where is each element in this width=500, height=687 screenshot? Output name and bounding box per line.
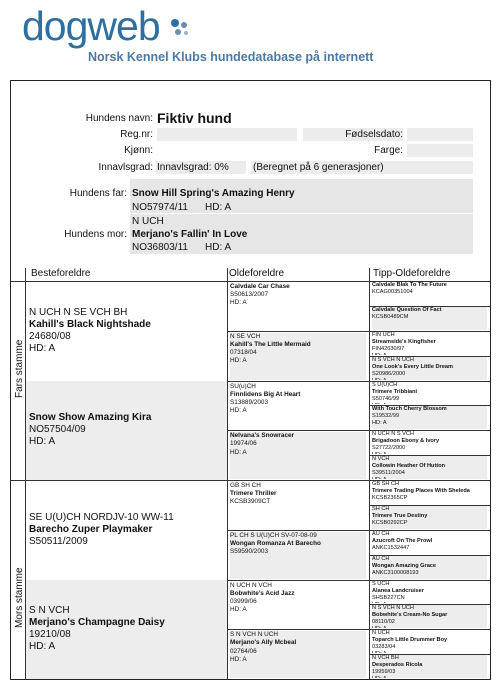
great-grandparent-cell [372, 581, 487, 604]
ancestor-title: N SE VCH [230, 332, 261, 340]
ancestor-hd [372, 378, 487, 380]
grid-line [369, 268, 370, 679]
inbreeding-label: Innavlsgrad: [98, 162, 153, 173]
ancestor-hd: HD: A [230, 448, 247, 456]
ancestor-name[interactable]: Azucroft On The Prowl [372, 537, 433, 544]
parent-cell [29, 480, 223, 580]
ancestor-hd [372, 403, 487, 405]
regnr-label: Reg.nr: [120, 129, 153, 140]
grandparent-cell [230, 283, 366, 330]
ancestor-hd: HD: A [29, 436, 56, 448]
ancestor-hd [372, 602, 487, 604]
mors-stamme-label: Mors stamme [14, 567, 25, 628]
logo-dots-icon [170, 18, 192, 40]
ancestor-name[interactable]: Snow Show Amazing Kira [29, 412, 152, 424]
ancestor-name[interactable]: Merjano's Champagne Daisy [29, 617, 165, 629]
inbreeding-note: (Beregnet på 6 generasjoner) [253, 162, 384, 173]
ancestor-name[interactable]: Trimere True Destiny [372, 512, 428, 519]
great-grandparent-cell [372, 382, 487, 405]
ancestor-name[interactable]: Kahill's The Little Mermaid [230, 340, 311, 348]
parent-cell [26, 580, 227, 680]
color-label: Farge: [374, 145, 403, 156]
logo-wordmark [22, 4, 160, 48]
father-reg: NO57974/11 [132, 202, 188, 213]
ancestor-title: PL CH S U(U)CH SV-07-08-09 [230, 531, 317, 539]
ancestor-name[interactable]: Toparch Little Drummer Boy [372, 637, 448, 644]
ancestor-reg: 19210/08 [29, 629, 71, 641]
ancestor-reg: 03999/06 [230, 597, 257, 605]
color-value-field [407, 144, 473, 157]
ancestor-name[interactable]: Collowin Heather Of Hutton [372, 463, 446, 470]
name-label: Hundens navn: [85, 113, 153, 124]
parent-cell [29, 281, 223, 381]
grandparent-cell [230, 333, 366, 380]
ancestor-title: AU CH [372, 555, 390, 562]
ancestor-name[interactable]: One Look's Every Little Dream [372, 363, 453, 370]
ancestor-name[interactable]: Trimere Thriller [230, 490, 277, 498]
ancestor-hd [372, 676, 487, 678]
ancestor-reg: KCSB0292CP [372, 519, 408, 526]
ancestor-reg: S50746/99 [372, 395, 400, 402]
ancestor-reg: S59590/2003 [230, 548, 269, 556]
ancestor-name[interactable]: Kahill's Black Nightshade [29, 318, 151, 330]
ancestor-name[interactable]: Calvdale Car Chase [230, 283, 290, 290]
ancestor-title: SE U(U)CH NORDJV-10 WW-11 [29, 511, 174, 523]
col-header-grandparents: Oldeforeldre [229, 268, 285, 279]
ancestor-title: AU CH [372, 530, 390, 537]
great-grandparent-cell [372, 282, 487, 305]
birthdate-value-field [407, 128, 473, 141]
ancestor-title: GB SH CH [230, 482, 261, 489]
ancestor-name[interactable]: Trimere Trading Places With Sheleda [372, 488, 470, 494]
great-grandparent-cell [372, 357, 487, 380]
ancestor-reg: 02764/06 [230, 647, 257, 655]
ancestor-hd: HD: A [230, 357, 247, 365]
great-grandparent-cell [372, 332, 487, 355]
ancestor-reg: 24680/08 [29, 330, 71, 342]
ancestor-name[interactable]: With Touch Cherry Blossom [372, 406, 447, 413]
ancestor-hd [372, 452, 487, 454]
grandparent-cell [230, 482, 366, 529]
dogweb-logo[interactable] [22, 4, 492, 66]
ancestor-name[interactable]: Calvdale Question Of Fact [372, 306, 442, 313]
regnr-value-field [157, 128, 297, 141]
ancestor-title: N UCH [372, 630, 390, 637]
mother-title: N UCH [132, 216, 164, 227]
pedigree-frame [10, 80, 491, 680]
ancestor-name[interactable]: Bobwhite's Acid Jazz [230, 589, 295, 597]
logo-subtitle: Norsk Kennel Klubs hundedatabase på internett [88, 50, 374, 64]
ancestor-reg: 19974/06 [230, 440, 257, 448]
father-hd: HD: A [205, 202, 232, 213]
great-grandparent-cell [372, 655, 487, 678]
ancestor-name[interactable]: Nelvana's Snowracer [230, 432, 295, 440]
ancestor-title: SU(u)CH [230, 382, 256, 390]
ancestor-hd: HD: A [29, 342, 56, 354]
great-grandparent-cell [372, 431, 487, 454]
ancestor-title: N S VCH N UCH [372, 605, 414, 612]
ancestor-hd [372, 353, 487, 355]
ancestor-name[interactable]: Brigadoon Ebony & Ivory [372, 438, 440, 445]
great-grandparent-cell [372, 456, 487, 479]
ancestor-reg: NO57504/09 [29, 424, 86, 436]
mother-label: Hundens mor: [64, 229, 127, 240]
ancestor-reg: 07318/04 [230, 349, 257, 357]
ancestor-reg: S50511/2009 [29, 535, 88, 547]
ancestor-reg: KCSB3909CT [230, 498, 271, 506]
ancestor-hd [372, 626, 487, 628]
ancestor-name[interactable]: Wongan Amazing Grace [372, 562, 437, 569]
ancestor-title: S N VCH [29, 605, 70, 617]
father-name[interactable]: Snow Hill Spring's Amazing Henry [132, 188, 295, 199]
ancestor-reg: KCSB0489CM [372, 313, 409, 320]
ancestor-name[interactable]: Alanea Landcruiser [372, 587, 424, 594]
logo-text: dogweb [22, 3, 160, 49]
fars-stamme-label: Fars stamme [14, 339, 25, 398]
ancestor-name[interactable]: Barecho Zuper Playmaker [29, 523, 153, 535]
ancestor-hd: HD: A [230, 655, 247, 663]
great-grandparent-cell [372, 531, 487, 554]
mother-reg: NO36803/11 [132, 242, 188, 253]
ancestor-title: N UCH N SE VCH BH [29, 306, 128, 318]
ancestor-reg: S13889/2003 [230, 398, 269, 406]
ancestor-reg: ANKC1532447 [372, 544, 410, 551]
ancestor-title: N S VCH N UCH [372, 356, 414, 363]
ancestor-name[interactable]: Merjano's Ally Mcbeal [230, 639, 297, 647]
ancestor-title: N VCH BH [372, 655, 399, 662]
grandparent-cell [230, 582, 366, 629]
great-grandparent-cell [372, 406, 487, 429]
grandparent-cell [230, 432, 366, 479]
dog-name: Fiktiv hund [157, 110, 232, 126]
pedigree-table [11, 268, 490, 679]
great-grandparent-cell [372, 630, 487, 653]
ancestor-title: N UCH N VCH [230, 581, 272, 589]
ancestor-reg: KCSB2365CP [372, 495, 408, 501]
ancestor-hd: HD: A [230, 407, 247, 415]
ancestor-title: SH CH [372, 505, 390, 512]
grandparent-cell [230, 532, 366, 579]
ancestor-title: GB SH CH [372, 481, 400, 487]
ancestor-reg: FIN42630/97 [372, 345, 405, 352]
grandparent-cell [230, 631, 366, 678]
ancestor-hd: HD: A [29, 641, 56, 653]
ancestor-reg: 03283/04 [372, 644, 396, 651]
ancestor-name[interactable]: Trimere Tribbiani [372, 388, 418, 395]
col-header-parents: Besteforeldre [31, 268, 91, 279]
inbreeding-value: Innavlsgrad: 0% [157, 162, 229, 173]
ancestor-title: FIN UCH [372, 331, 395, 338]
great-grandparent-cell [372, 481, 487, 504]
birthdate-label: Fødselsdato: [345, 129, 403, 140]
ancestor-reg: SHSB227CN [372, 594, 405, 601]
grandparent-cell [230, 383, 366, 430]
ancestor-title: S U(U)CH [372, 381, 398, 388]
great-grandparent-cell [372, 605, 487, 628]
ancestor-name[interactable]: Desperados Ricola [372, 662, 423, 669]
ancestor-reg: ANKC3100008193 [372, 569, 419, 576]
ancestor-hd: HD: A [230, 606, 247, 614]
ancestor-name[interactable]: Wongan Romanza At Barecho [230, 539, 321, 547]
great-grandparent-cell [372, 556, 487, 579]
ancestor-name[interactable]: Bobwhite's Cream-No Sugar [372, 612, 448, 619]
ancestor-reg: S39511/2004 [372, 470, 405, 477]
grid-line [227, 268, 228, 679]
ancestor-title: S UCH [372, 580, 390, 587]
mother-name[interactable]: Merjano's Fallin' In Love [132, 229, 248, 240]
ancestor-name[interactable]: Calvdale Blak To The Future [372, 282, 447, 288]
mother-hd: HD: A [205, 242, 232, 253]
ancestor-reg: S27722/2000 [372, 445, 406, 452]
ancestor-reg: S50613/2007 [230, 291, 269, 299]
ancestor-hd: HD: A [230, 299, 247, 307]
ancestor-title: N VCH [372, 456, 390, 463]
col-header-great-grandparents: Tipp-Oldeforeldre [373, 268, 451, 279]
great-grandparent-cell [372, 307, 487, 330]
ancestor-name[interactable]: Finnlidens Big At Heart [230, 390, 301, 398]
father-label: Hundens far: [69, 188, 127, 199]
ancestor-name[interactable]: Streamside's Kingfisher [372, 338, 436, 345]
ancestor-title: S N VCH N UCH [230, 631, 278, 639]
ancestor-reg: 19959/03 [372, 669, 396, 676]
ancestor-reg: S19532/99 [372, 413, 400, 420]
ancestor-hd [372, 651, 487, 653]
ancestor-reg: KCAG00351004 [372, 289, 413, 295]
ancestor-hd: HD: A [372, 420, 387, 427]
sex-label: Kjønn: [124, 145, 153, 156]
ancestor-reg: S20986/2000 [372, 370, 406, 377]
ancestor-title: N UCH N S VCH [372, 431, 414, 438]
ancestor-reg: 08110/02 [372, 619, 395, 626]
great-grandparent-cell [372, 506, 487, 529]
parent-cell [26, 381, 227, 481]
ancestor-hd [372, 477, 487, 479]
